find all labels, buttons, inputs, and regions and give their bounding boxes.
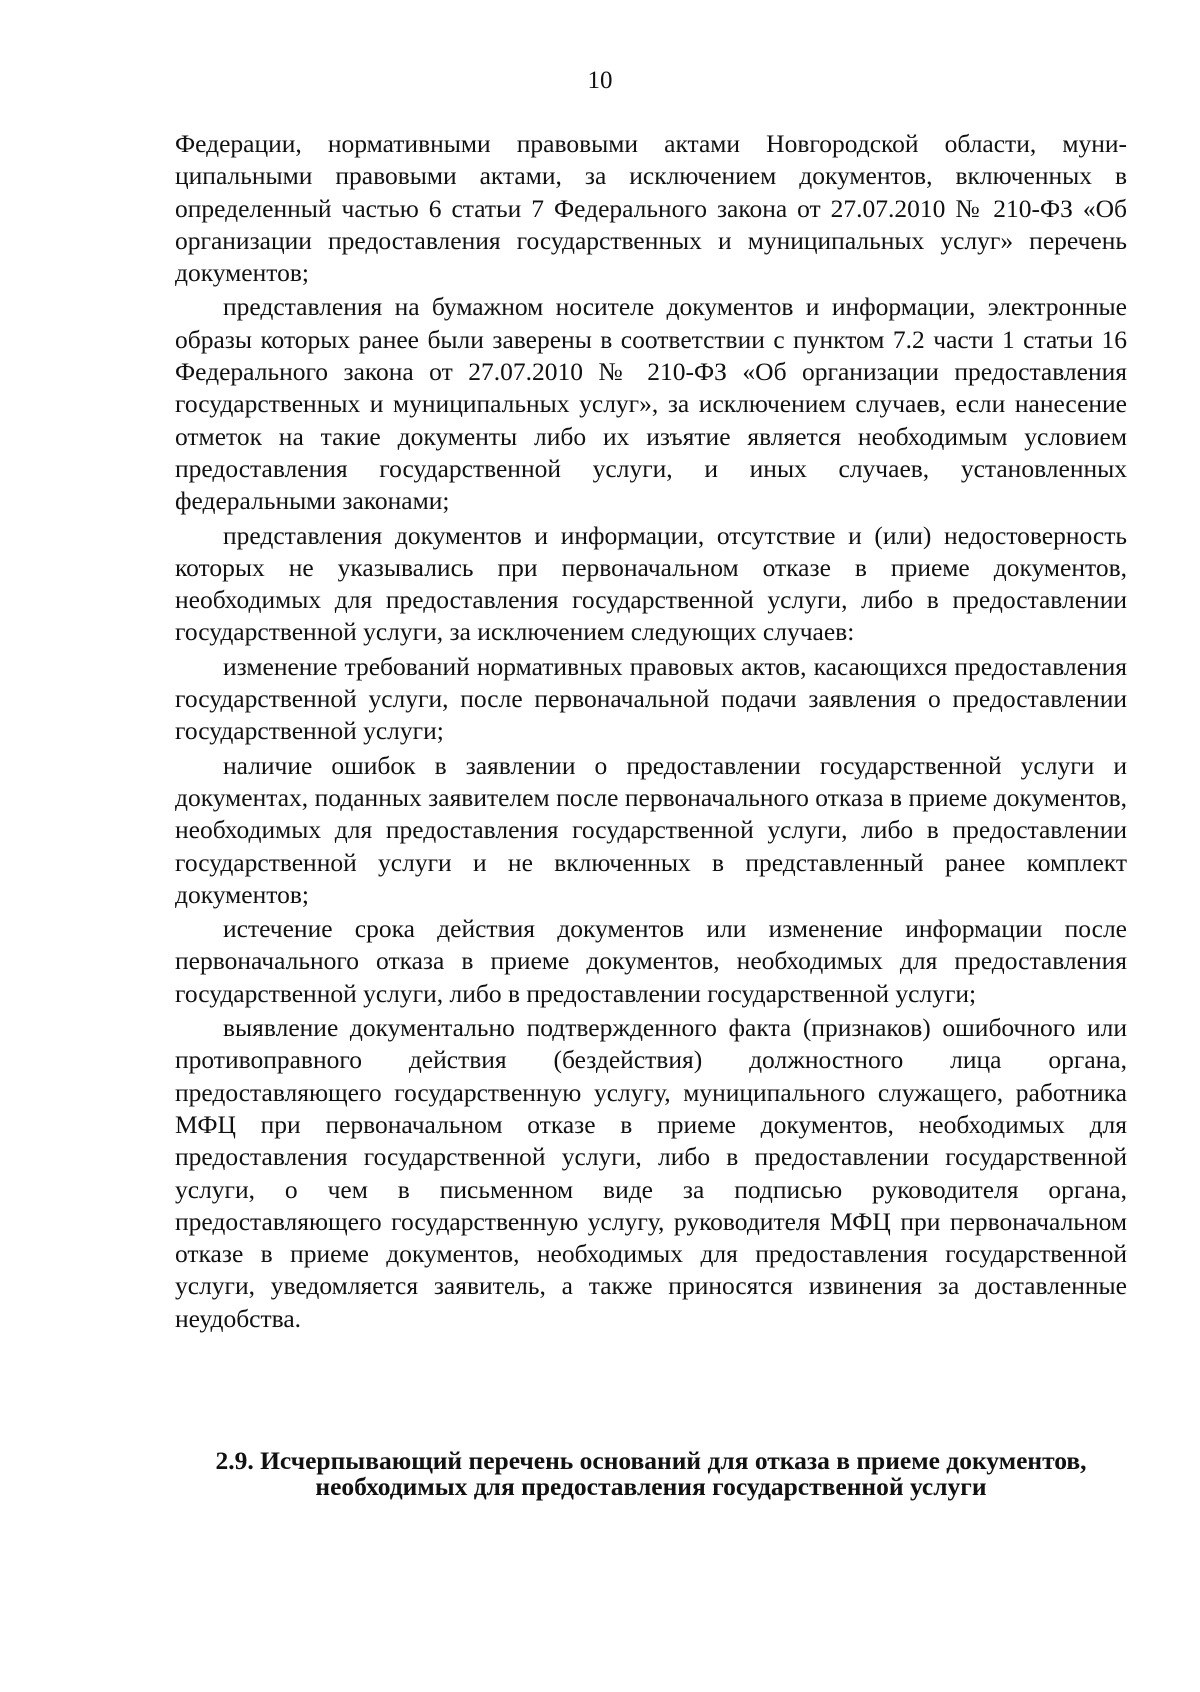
paragraph-application-errors: наличие ошибок в заявлении о предоставлении государственной услуги и документах, поданных заявителем после первоначального отказа в приеме документов, необходимых для предоставления государственной услуги, либо в предоставлении государственной услуги и не включенных в представленный ранее комплект документов;	[175, 750, 1127, 909]
paragraph-official-misconduct: выявление документально подтвержденного факта (признаков) ошибочного или противоправного действия (бездействия) должностного лица органа, предоставляющего государственную услугу, муниципального служащего, работника МФЦ при первоначальном отказе в приеме документов, необходимых для предоставления государственной услуги, либо в предоставлении государственной услуги, о чем в письменном виде за подписью руководителя органа, предоставляющего государственную услугу, руководителя МФЦ при первоначальном отказе в приеме документов, необходимых для предоставления государственной услуги, уведомляется заявитель, а также приносятся извинения за доставленные неудобства.	[175, 1013, 1127, 1333]
page-number: 10	[587, 67, 613, 94]
paragraph-document-expiry: истечение срока действия документов или изменение информации после первоначального отказа в приеме документов, необходимых для предоставления государственной услуги, либо в предоставлении государственной услуги;	[175, 914, 1127, 1008]
paragraph-unspecified-documents: представления документов и информации, отсутствие и (или) недостоверность которых не указывались при первоначальном отказе в приеме документов, необходимых для предоставления государственной услуги, либо в предоставлении государственной услуги, за исключением следующих случаев:	[175, 520, 1127, 647]
paragraph-paper-documents: представления на бумажном носителе документов и информации, электронные образы которых ранее были заверены в соответствии с пунктом 7.2 части 1 статьи 16 Федерального закона от 27.07.2010 № 210-ФЗ «Об организации предоставления государственных и муниципальных услуг», за исключением случаев, если нанесение отметок на такие документы либо их изъятие является необходимым условием предоставления государственной услуги, и иных случаев, установленных федеральными законами;	[175, 292, 1127, 516]
paragraph-requirements-change: изменение требований нормативных правовых актов, касающихся предоставления государственной услуги, после первоначальной подачи заявления о предоставлении государственной услуги;	[175, 651, 1127, 746]
section-heading: 2.9. Исчерпывающий перечень оснований для отказа в приеме документов, необходимых для предоставления государственной услуги	[215, 1446, 1087, 1501]
paragraph-continuation: Федерации, нормативными правовыми актами Новгородской области, муниципальными правовыми актами, за исключением документов, включенных в определенный частью 6 статьи 7 Федерального закона от 27.07.2010 № 210-ФЗ «Об организации предоставления государственных и муниципальных услуг» перечень документов;	[175, 129, 1127, 288]
document-body	[175, 128, 1127, 1337]
